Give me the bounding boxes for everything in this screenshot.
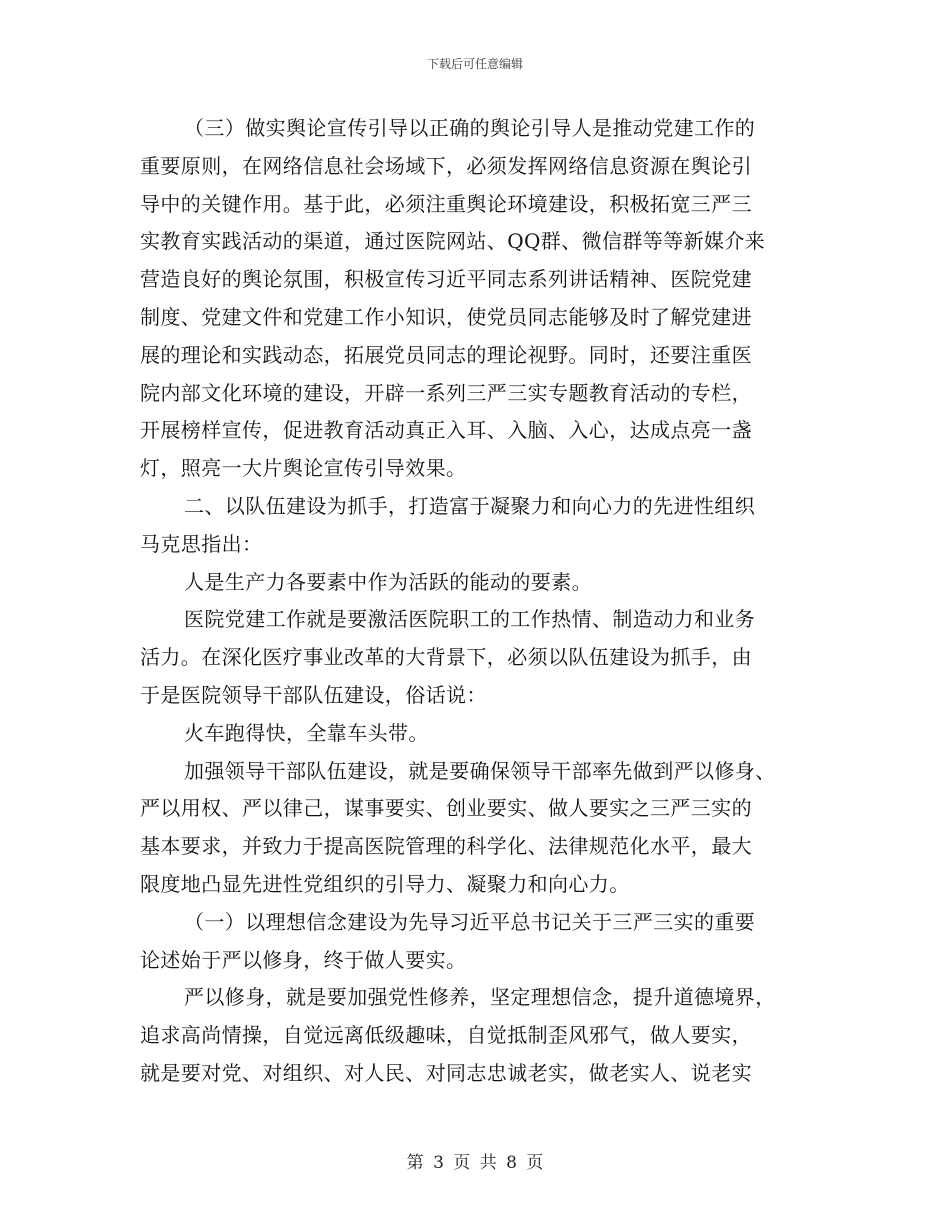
- text-line: 导中的关键作用。基于此，必须注重舆论环境建设，积极拓宽三严三: [140, 191, 752, 216]
- text-line: 于是医院领导干部队伍建设，俗话说：: [140, 682, 487, 707]
- text-line: 制度、党建文件和党建工作小知识，使党员同志能够及时了解党建进: [140, 304, 752, 329]
- text-line: （三）做实舆论宣传引导以正确的舆论引导人是推动党建工作的: [184, 116, 756, 140]
- text-line: 追求高尚情操，自觉远离低级趣味，自觉抵制歪风邪气，做人要实，: [140, 1023, 752, 1048]
- text-line: 火车跑得快，全靠车头带。: [184, 720, 429, 745]
- text-line: 马克思指出：: [140, 531, 263, 556]
- text-line: （一）以理想信念建设为先导习近平总书记关于三严三实的重要: [184, 909, 756, 934]
- text-line: 重要原则，在网络信息社会场域下，必须发挥网络信息资源在舆论引: [140, 153, 752, 178]
- text-line: 二、以队伍建设为抓手，打造富于凝聚力和向心力的先进性组织: [184, 493, 756, 518]
- text-line: 论述始于严以修身，终于做人要实。: [140, 947, 467, 972]
- text-line: 基本要求，并致力于提高医院管理的科学化、法律规范化水平，最大: [140, 834, 752, 859]
- text-line: 展的理论和实践动态，拓展党员同志的理论视野。同时，还要注重医: [140, 342, 752, 367]
- page-footer: 第 3 页 共 8 页: [406, 1153, 544, 1173]
- text-line: 加强领导干部队伍建设，就是要确保领导干部率先做到严以修身、: [184, 758, 776, 783]
- text-line: 医院党建工作就是要激活医院职工的工作热情、制造动力和业务: [184, 607, 756, 632]
- text-line: 严以修身，就是要加强党性修养，坚定理想信念，提升道德境界，: [184, 985, 776, 1010]
- text-line: 人是生产力各要素中作为活跃的能动的要素。: [184, 569, 592, 594]
- text-line: 实教育实践活动的渠道，通过医院网站、QQ群、微信群等等新媒介来: [140, 229, 766, 254]
- text-line: 活力。在深化医疗事业改革的大背景下，必须以队伍建设为抓手，由: [140, 645, 752, 670]
- text-line: 开展榜样宣传，促进教育活动真正入耳、入脑、入心，达成点亮一盏: [140, 418, 752, 443]
- text-line: 院内部文化环境的建设，开辟一系列三严三实专题教育活动的专栏，: [140, 380, 752, 405]
- document-body: [140, 110, 820, 1093]
- text-line: 就是要对党、对组织、对人民、对同志忠诚老实，做老实人、说老实: [140, 1060, 752, 1085]
- text-line: 限度地凸显先进性党组织的引导力、凝聚力和向心力。: [140, 871, 630, 896]
- text-line: 严以用权、严以律己，谋事要实、创业要实、做人要实之三严三实的: [140, 796, 752, 821]
- text-line: 灯，照亮一大片舆论宣传引导效果。: [140, 456, 467, 481]
- text-line: 营造良好的舆论氛围，积极宣传习近平同志系列讲话精神、医院党建: [140, 267, 752, 292]
- page-header: 下载后可任意编辑: [426, 57, 523, 71]
